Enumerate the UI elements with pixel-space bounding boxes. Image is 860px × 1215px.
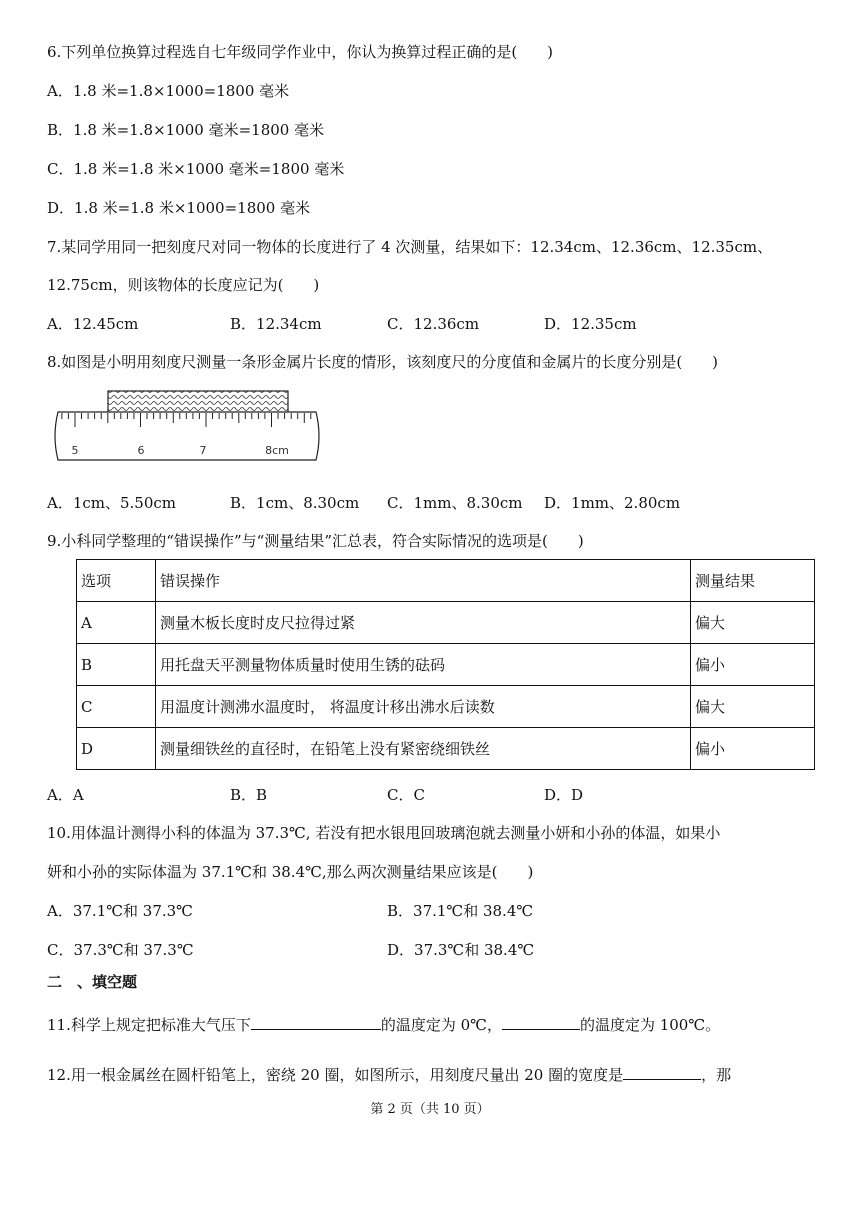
q10-option-a: A．37.1℃和 37.3℃ [47,902,193,920]
table-cell: 偏小 [691,728,815,770]
q6-option-b: B．1.8 米=1.8×1000 毫米=1800 毫米 [47,121,325,139]
q11-part3: 的温度定为 100℃。 [579,1016,721,1034]
q9-stem: 9.小科同学整理的“错误操作”与“测量结果”汇总表，符合实际情况的选项是( ) [47,532,584,550]
ruler-label-6: 6 [137,444,145,457]
ruler-label-8: 8cm [265,444,289,457]
q8-option-d: D．1mm、2.80cm [544,494,681,512]
ruler-label-7: 7 [199,444,207,457]
q10-option-c: C．37.3℃和 37.3℃ [47,941,194,959]
q6-option-a: A．1.8 米=1.8×1000=1800 毫米 [47,82,290,100]
q10-options-row2 [47,940,807,960]
table-cell: 偏大 [691,602,815,644]
q12-part1: 12.用一根金属丝在圆杆铅笔上，密绕 20 圈，如图所示，用刻度尺量出 20 圈的宽度是 [47,1066,624,1084]
table-row [77,644,815,686]
table-cell: 测量细铁丝的直径时，在铅笔上没有紧密绕细铁丝 [156,728,691,770]
q9-option-b: B．B [230,786,268,804]
q9-options [47,785,807,805]
q11-blank-1[interactable] [251,1013,381,1030]
table-row [77,686,815,728]
q12-part2: ，那 [701,1066,732,1084]
q10-option-b: B．37.1℃和 38.4℃ [387,902,534,920]
table-cell: B [77,644,156,686]
table-header-option: 选项 [77,560,156,602]
q11-blank-2[interactable] [502,1013,580,1030]
q12-blank-1[interactable] [623,1063,701,1080]
q7-option-b: B．12.34cm [230,315,322,333]
table-cell: C [77,686,156,728]
table-cell: A [77,602,156,644]
q10-options-row1 [47,901,807,921]
q6-stem: 6.下列单位换算过程选自七年级同学作业中，你认为换算过程正确的是( ) [47,43,554,61]
q10-stem-line2: 妍和小孙的实际体温为 37.1℃和 38.4℃,那么两次测量结果应该是( ) [47,863,534,881]
q8-stem: 8.如图是小明用刻度尺测量一条形金属片长度的情形，该刻度尺的分度值和金属片的长度分别是( ) [47,353,719,371]
q7-stem-line2: 12.75cm，则该物体的长度应记为( ) [47,276,320,294]
table-cell: 偏大 [691,686,815,728]
q11-stem [47,1013,720,1035]
q11-part1: 11.科学上规定把标准大气压下 [47,1016,251,1034]
q7-options [47,314,807,334]
q6-option-d: D．1.8 米=1.8 米×1000=1800 毫米 [47,199,311,217]
q9-option-c: C．C [387,786,425,804]
q7-option-a: A．12.45cm [47,315,139,333]
q6-option-c: C．1.8 米=1.8 米×1000 毫米=1800 毫米 [47,160,345,178]
table-header-operation: 错误操作 [156,560,691,602]
q10-option-d: D．37.3℃和 38.4℃ [387,941,535,959]
summary-table [76,559,815,770]
ruler-figure [40,388,325,472]
q8-option-b: B．1cm、8.30cm [230,494,360,512]
table-row [77,602,815,644]
table-row [77,728,815,770]
q8-options [47,493,807,513]
page-footer: 第 2 页（共 10 页） [370,1102,490,1117]
q7-option-c: C．12.36cm [387,315,480,333]
q8-option-a: A．1cm、5.50cm [47,494,177,512]
table-header-row [77,560,815,602]
q10-stem-line1: 10.用体温计测得小科的体温为 37.3℃, 若没有把水银甩回玻璃泡就去测量小妍和小孙的体温，如果小 [47,824,721,842]
q9-option-a: A．A [47,786,84,804]
table-cell: 用温度计测沸水温度时， 将温度计移出沸水后读数 [156,686,691,728]
q7-stem-line1: 7.某同学用同一把刻度尺对同一物体的长度进行了 4 次测量，结果如下：12.34cm、12.36cm、12.35cm、 [47,238,773,256]
q9-option-d: D．D [544,786,584,804]
table-cell: 用托盘天平测量物体质量时使用生锈的砝码 [156,644,691,686]
section-title: 二 、填空题 [47,973,138,991]
table-cell: D [77,728,156,770]
q7-option-d: D．12.35cm [544,315,637,333]
q8-option-c: C．1mm、8.30cm [387,494,523,512]
q11-part2: 的温度定为 0℃， [380,1016,502,1034]
ruler-label-5: 5 [71,444,79,457]
table-cell: 偏小 [691,644,815,686]
table-header-result: 测量结果 [691,560,815,602]
metal-strip [108,391,288,413]
table-cell: 测量木板长度时皮尺拉得过紧 [156,602,691,644]
q12-stem [47,1063,731,1085]
